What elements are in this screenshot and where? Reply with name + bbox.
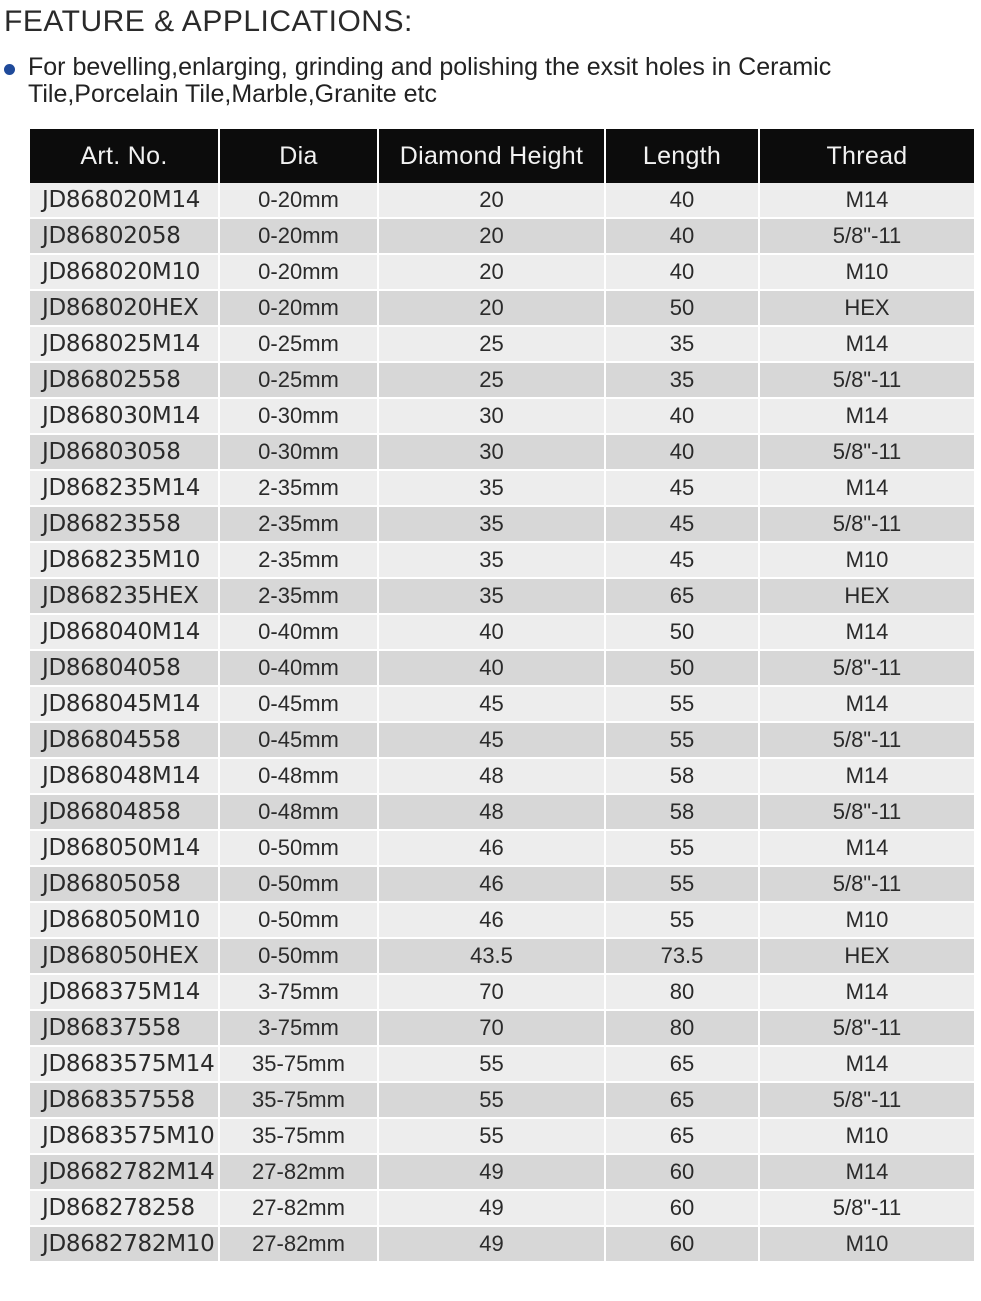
cell-dia: 35-75mm (219, 1118, 378, 1154)
cell-art-no: JD868020M10 (30, 254, 219, 290)
cell-length: 40 (605, 398, 759, 434)
table-row (30, 794, 974, 830)
cell-diamond-height: 25 (378, 326, 605, 362)
table-row (30, 578, 974, 614)
cell-diamond-height: 55 (378, 1082, 605, 1118)
cell-dia: 0-45mm (219, 686, 378, 722)
cell-art-no: JD86804858 (30, 794, 219, 830)
cell-dia: 2-35mm (219, 542, 378, 578)
cell-dia: 0-50mm (219, 902, 378, 938)
cell-art-no: JD86837558 (30, 1010, 219, 1046)
cell-art-no: JD868235M10 (30, 542, 219, 578)
cell-art-no: JD86802558 (30, 362, 219, 398)
cell-length: 55 (605, 830, 759, 866)
cell-art-no: JD868045M14 (30, 686, 219, 722)
cell-art-no: JD8683575M14 (30, 1046, 219, 1082)
cell-art-no: JD868050M10 (30, 902, 219, 938)
cell-length: 40 (605, 254, 759, 290)
cell-diamond-height: 46 (378, 830, 605, 866)
header-diamond-height: Diamond Height (378, 129, 605, 183)
bullet-dot-icon (4, 64, 15, 75)
cell-dia: 0-48mm (219, 758, 378, 794)
cell-diamond-height: 35 (378, 506, 605, 542)
cell-thread: HEX (759, 290, 974, 326)
cell-diamond-height: 40 (378, 614, 605, 650)
cell-diamond-height: 70 (378, 974, 605, 1010)
cell-art-no: JD86805058 (30, 866, 219, 902)
cell-thread: M14 (759, 398, 974, 434)
cell-dia: 0-45mm (219, 722, 378, 758)
cell-length: 50 (605, 650, 759, 686)
cell-dia: 27-82mm (219, 1154, 378, 1190)
cell-length: 58 (605, 758, 759, 794)
header-art-no: Art. No. (30, 129, 219, 183)
cell-art-no: JD8682782M10 (30, 1226, 219, 1262)
cell-length: 45 (605, 542, 759, 578)
cell-thread: 5/8"-11 (759, 362, 974, 398)
cell-art-no: JD868278258 (30, 1190, 219, 1226)
table-row (30, 1082, 974, 1118)
cell-art-no: JD86802058 (30, 218, 219, 254)
cell-thread: 5/8"-11 (759, 866, 974, 902)
feature-bullet (4, 54, 928, 108)
cell-thread: 5/8"-11 (759, 794, 974, 830)
table-row (30, 362, 974, 398)
cell-length: 73.5 (605, 938, 759, 974)
cell-art-no: JD868050HEX (30, 938, 219, 974)
cell-art-no: JD868375M14 (30, 974, 219, 1010)
cell-diamond-height: 43.5 (378, 938, 605, 974)
cell-dia: 0-50mm (219, 830, 378, 866)
cell-diamond-height: 35 (378, 578, 605, 614)
cell-length: 45 (605, 506, 759, 542)
cell-length: 55 (605, 686, 759, 722)
cell-art-no: JD868040M14 (30, 614, 219, 650)
cell-thread: M14 (759, 614, 974, 650)
cell-dia: 0-20mm (219, 254, 378, 290)
table-row (30, 614, 974, 650)
cell-length: 80 (605, 974, 759, 1010)
cell-length: 55 (605, 902, 759, 938)
table-row (30, 722, 974, 758)
table-row (30, 434, 974, 470)
header-thread: Thread (759, 129, 974, 183)
cell-length: 45 (605, 470, 759, 506)
cell-diamond-height: 49 (378, 1226, 605, 1262)
cell-thread: 5/8"-11 (759, 650, 974, 686)
section-title: FEATURE & APPLICATIONS: (4, 5, 413, 38)
cell-diamond-height: 40 (378, 650, 605, 686)
table-row (30, 398, 974, 434)
cell-thread: M10 (759, 542, 974, 578)
table-row (30, 974, 974, 1010)
cell-dia: 0-20mm (219, 183, 378, 218)
cell-dia: 0-40mm (219, 614, 378, 650)
cell-thread: M14 (759, 1154, 974, 1190)
cell-art-no: JD86804558 (30, 722, 219, 758)
cell-length: 40 (605, 218, 759, 254)
cell-diamond-height: 20 (378, 218, 605, 254)
cell-art-no: JD868050M14 (30, 830, 219, 866)
cell-diamond-height: 20 (378, 183, 605, 218)
table-row (30, 1154, 974, 1190)
cell-dia: 0-30mm (219, 398, 378, 434)
cell-length: 58 (605, 794, 759, 830)
cell-thread: M14 (759, 326, 974, 362)
cell-art-no: JD868030M14 (30, 398, 219, 434)
cell-dia: 0-48mm (219, 794, 378, 830)
cell-diamond-height: 30 (378, 398, 605, 434)
cell-length: 65 (605, 578, 759, 614)
cell-dia: 0-25mm (219, 326, 378, 362)
cell-dia: 0-50mm (219, 866, 378, 902)
cell-diamond-height: 55 (378, 1046, 605, 1082)
cell-diamond-height: 30 (378, 434, 605, 470)
cell-art-no: JD868020M14 (30, 183, 219, 218)
cell-dia: 2-35mm (219, 470, 378, 506)
cell-art-no: JD868048M14 (30, 758, 219, 794)
table-row (30, 1046, 974, 1082)
cell-thread: M14 (759, 686, 974, 722)
cell-art-no: JD86804058 (30, 650, 219, 686)
cell-thread: HEX (759, 578, 974, 614)
cell-thread: M10 (759, 254, 974, 290)
cell-diamond-height: 25 (378, 362, 605, 398)
cell-thread: 5/8"-11 (759, 722, 974, 758)
table-row (30, 1190, 974, 1226)
cell-length: 40 (605, 434, 759, 470)
cell-length: 40 (605, 183, 759, 218)
cell-length: 65 (605, 1082, 759, 1118)
cell-dia: 35-75mm (219, 1046, 378, 1082)
cell-art-no: JD86803058 (30, 434, 219, 470)
cell-length: 65 (605, 1118, 759, 1154)
cell-dia: 2-35mm (219, 578, 378, 614)
cell-length: 55 (605, 722, 759, 758)
cell-dia: 0-20mm (219, 218, 378, 254)
cell-art-no: JD868235M14 (30, 470, 219, 506)
cell-diamond-height: 20 (378, 254, 605, 290)
cell-length: 65 (605, 1046, 759, 1082)
cell-thread: M10 (759, 902, 974, 938)
table-body (30, 183, 974, 1262)
cell-thread: HEX (759, 938, 974, 974)
table-row (30, 506, 974, 542)
cell-diamond-height: 46 (378, 902, 605, 938)
cell-diamond-height: 49 (378, 1154, 605, 1190)
cell-dia: 3-75mm (219, 1010, 378, 1046)
cell-diamond-height: 48 (378, 758, 605, 794)
cell-thread: 5/8"-11 (759, 1082, 974, 1118)
cell-dia: 3-75mm (219, 974, 378, 1010)
table-row (30, 183, 974, 218)
cell-dia: 0-25mm (219, 362, 378, 398)
cell-dia: 35-75mm (219, 1082, 378, 1118)
table-row (30, 1226, 974, 1262)
table-row (30, 218, 974, 254)
cell-art-no: JD8683575M10 (30, 1118, 219, 1154)
cell-thread: M14 (759, 183, 974, 218)
cell-thread: M10 (759, 1226, 974, 1262)
cell-diamond-height: 35 (378, 470, 605, 506)
cell-diamond-height: 46 (378, 866, 605, 902)
cell-thread: M10 (759, 1118, 974, 1154)
cell-dia: 0-50mm (219, 938, 378, 974)
table-row (30, 470, 974, 506)
cell-art-no: JD868357558 (30, 1082, 219, 1118)
cell-diamond-height: 20 (378, 290, 605, 326)
table-row (30, 650, 974, 686)
cell-dia: 2-35mm (219, 506, 378, 542)
cell-dia: 27-82mm (219, 1190, 378, 1226)
cell-art-no: JD868020HEX (30, 290, 219, 326)
cell-diamond-height: 49 (378, 1190, 605, 1226)
cell-length: 35 (605, 326, 759, 362)
table-row (30, 686, 974, 722)
cell-dia: 0-20mm (219, 290, 378, 326)
cell-length: 35 (605, 362, 759, 398)
cell-thread: 5/8"-11 (759, 1190, 974, 1226)
table-row (30, 290, 974, 326)
cell-thread: 5/8"-11 (759, 1010, 974, 1046)
table-row (30, 1010, 974, 1046)
cell-thread: 5/8"-11 (759, 434, 974, 470)
table-header-row (30, 129, 974, 183)
cell-thread: M14 (759, 470, 974, 506)
cell-art-no: JD868025M14 (30, 326, 219, 362)
cell-length: 60 (605, 1226, 759, 1262)
cell-length: 80 (605, 1010, 759, 1046)
cell-dia: 0-40mm (219, 650, 378, 686)
cell-thread: M14 (759, 758, 974, 794)
cell-thread: M14 (759, 830, 974, 866)
cell-length: 60 (605, 1190, 759, 1226)
cell-diamond-height: 48 (378, 794, 605, 830)
cell-diamond-height: 45 (378, 722, 605, 758)
cell-art-no: JD86823558 (30, 506, 219, 542)
cell-art-no: JD868235HEX (30, 578, 219, 614)
cell-length: 55 (605, 866, 759, 902)
cell-art-no: JD8682782M14 (30, 1154, 219, 1190)
table-row (30, 542, 974, 578)
cell-diamond-height: 45 (378, 686, 605, 722)
table-row (30, 866, 974, 902)
cell-dia: 0-30mm (219, 434, 378, 470)
cell-dia: 27-82mm (219, 1226, 378, 1262)
cell-diamond-height: 35 (378, 542, 605, 578)
cell-thread: M14 (759, 974, 974, 1010)
cell-length: 50 (605, 290, 759, 326)
table-row (30, 254, 974, 290)
header-length: Length (605, 129, 759, 183)
table-row (30, 902, 974, 938)
table-row (30, 938, 974, 974)
cell-length: 50 (605, 614, 759, 650)
header-dia: Dia (219, 129, 378, 183)
cell-thread: 5/8"-11 (759, 506, 974, 542)
cell-diamond-height: 70 (378, 1010, 605, 1046)
cell-diamond-height: 55 (378, 1118, 605, 1154)
cell-thread: 5/8"-11 (759, 218, 974, 254)
feature-bullet-text: For bevelling,enlarging, grinding and polishing the exsit holes in Ceramic Tile,Porcelain Tile,Marble,Granite etc (28, 53, 832, 108)
table-row (30, 758, 974, 794)
table-row (30, 326, 974, 362)
cell-length: 60 (605, 1154, 759, 1190)
table-row (30, 1118, 974, 1154)
table-row (30, 830, 974, 866)
cell-thread: M14 (759, 1046, 974, 1082)
spec-table (30, 129, 974, 1263)
